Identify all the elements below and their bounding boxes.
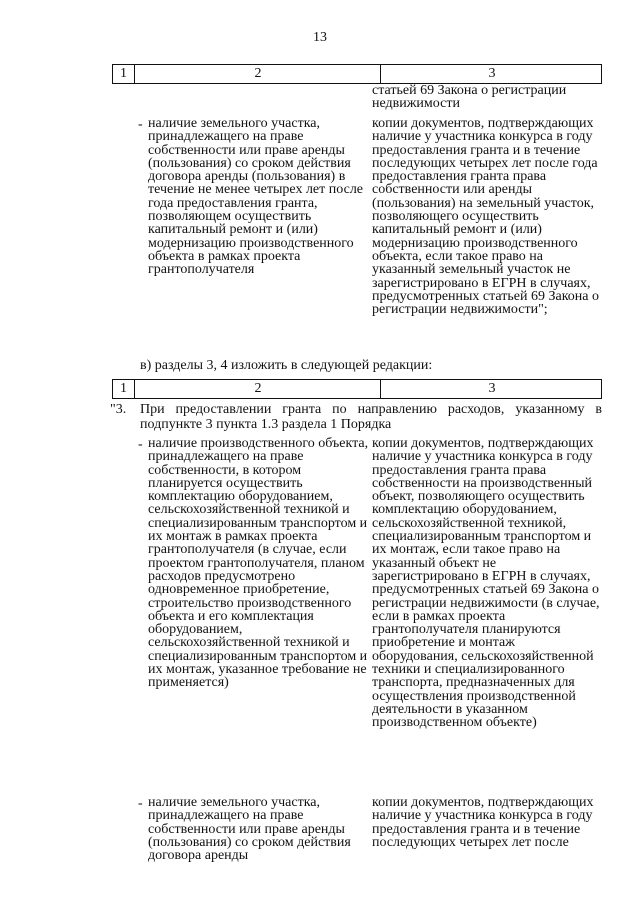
section-3-heading-block (110, 402, 602, 432)
list-dash: - (138, 437, 143, 452)
requirement-land-plot-left-2: наличие земельного участка, принадлежащего на праве собственности или праве аренды (пользования) со сроком действия договора аренды (148, 795, 351, 864)
table-header-col1: 1 (120, 66, 127, 81)
documents-production-object-right: копии документов, подтверждающих наличие у участника конкурса в году предоставления гранта права собственности на производственный объект, позволяющего осуществить комплектацию оборудованием, сельскохозяйственной техникой, специализированным транспортом и их монтаж, если такое право на указанный объект не зарегистрировано в ЕГРН в случаях, предусмотренных статьей 69 Закона о регистрации недвижимости (в случае, если в рамках проекта грантополучателя планируются приобретение и монтаж оборудования, сельскохозяйственной техники и специализированного транспорта, предназначенных для осуществления производственной деятельности в указанном производственном объекте) (372, 436, 600, 731)
section-heading: При предоставлении гранта по направлению расходов, указанному в подпункте 3 пункта 1.3 раздела 1 Порядка (140, 402, 602, 432)
documents-land-plot-right-2: копии документов, подтверждающих наличие у участника конкурса в году предоставления гранта и в течение последующих четырех лет после (372, 795, 594, 850)
table-header-col3: 3 (380, 65, 603, 83)
section-number: "3. (110, 402, 127, 417)
requirement-land-plot-left: наличие земельного участка, принадлежащего на праве собственности или праве аренды (пользования) со сроком действия договора аренды (пользования) в течение не менее четырех лет после года предоставления гранта, позволяющем осуществить капитальный ремонт и (или) модернизацию производственного объекта в рамках проекта грантополучателя (148, 116, 364, 278)
table-header-col2: 2 (134, 65, 381, 83)
list-dash: - (138, 796, 143, 811)
table-header-col2: 2 (134, 380, 381, 398)
table-header-row-2 (112, 379, 602, 399)
continuation-right-cell: статьей 69 Закона о регистрации недвижимости (372, 83, 567, 112)
requirement-production-object-left: наличие производственного объекта, принадлежащего на праве собственности, в котором планируется осуществить комплектацию оборудованием, сельскохозяйственной техникой и специализированным транспортом и их монтаж в рамках проекта грантополучателя (в случае, если проектом грантополучателя, планом расходов предусмотрено одновременное приобретение, строительство производственного объекта и его комплектация оборудованием, сельскохозяйственной техникой и специализированным транспортом и их монтаж, указанное требование не применяется) (148, 436, 369, 691)
page-number: 13 (313, 30, 327, 45)
amendment-instruction: в) разделы 3, 4 изложить в следующей редакции: (140, 358, 433, 373)
documents-land-plot-right: копии документов, подтверждающих наличие у участника конкурса в году предоставления гранта и в течение последующих четырех лет после года предоставления гранта права собственности или аренды (пользования) на земельный участок, позволяющего осуществить капитальный ремонт и (или) модернизацию производственного объекта, если такое право на указанный земельный участок не зарегистрировано в ЕГРН в случаях, предусмотренных статьей 69 Закона о регистрации недвижимости"; (372, 116, 600, 318)
list-dash: - (138, 117, 143, 132)
table-header-row (112, 64, 602, 84)
table-header-col3: 3 (380, 380, 603, 398)
table-header-col1: 1 (120, 381, 127, 396)
